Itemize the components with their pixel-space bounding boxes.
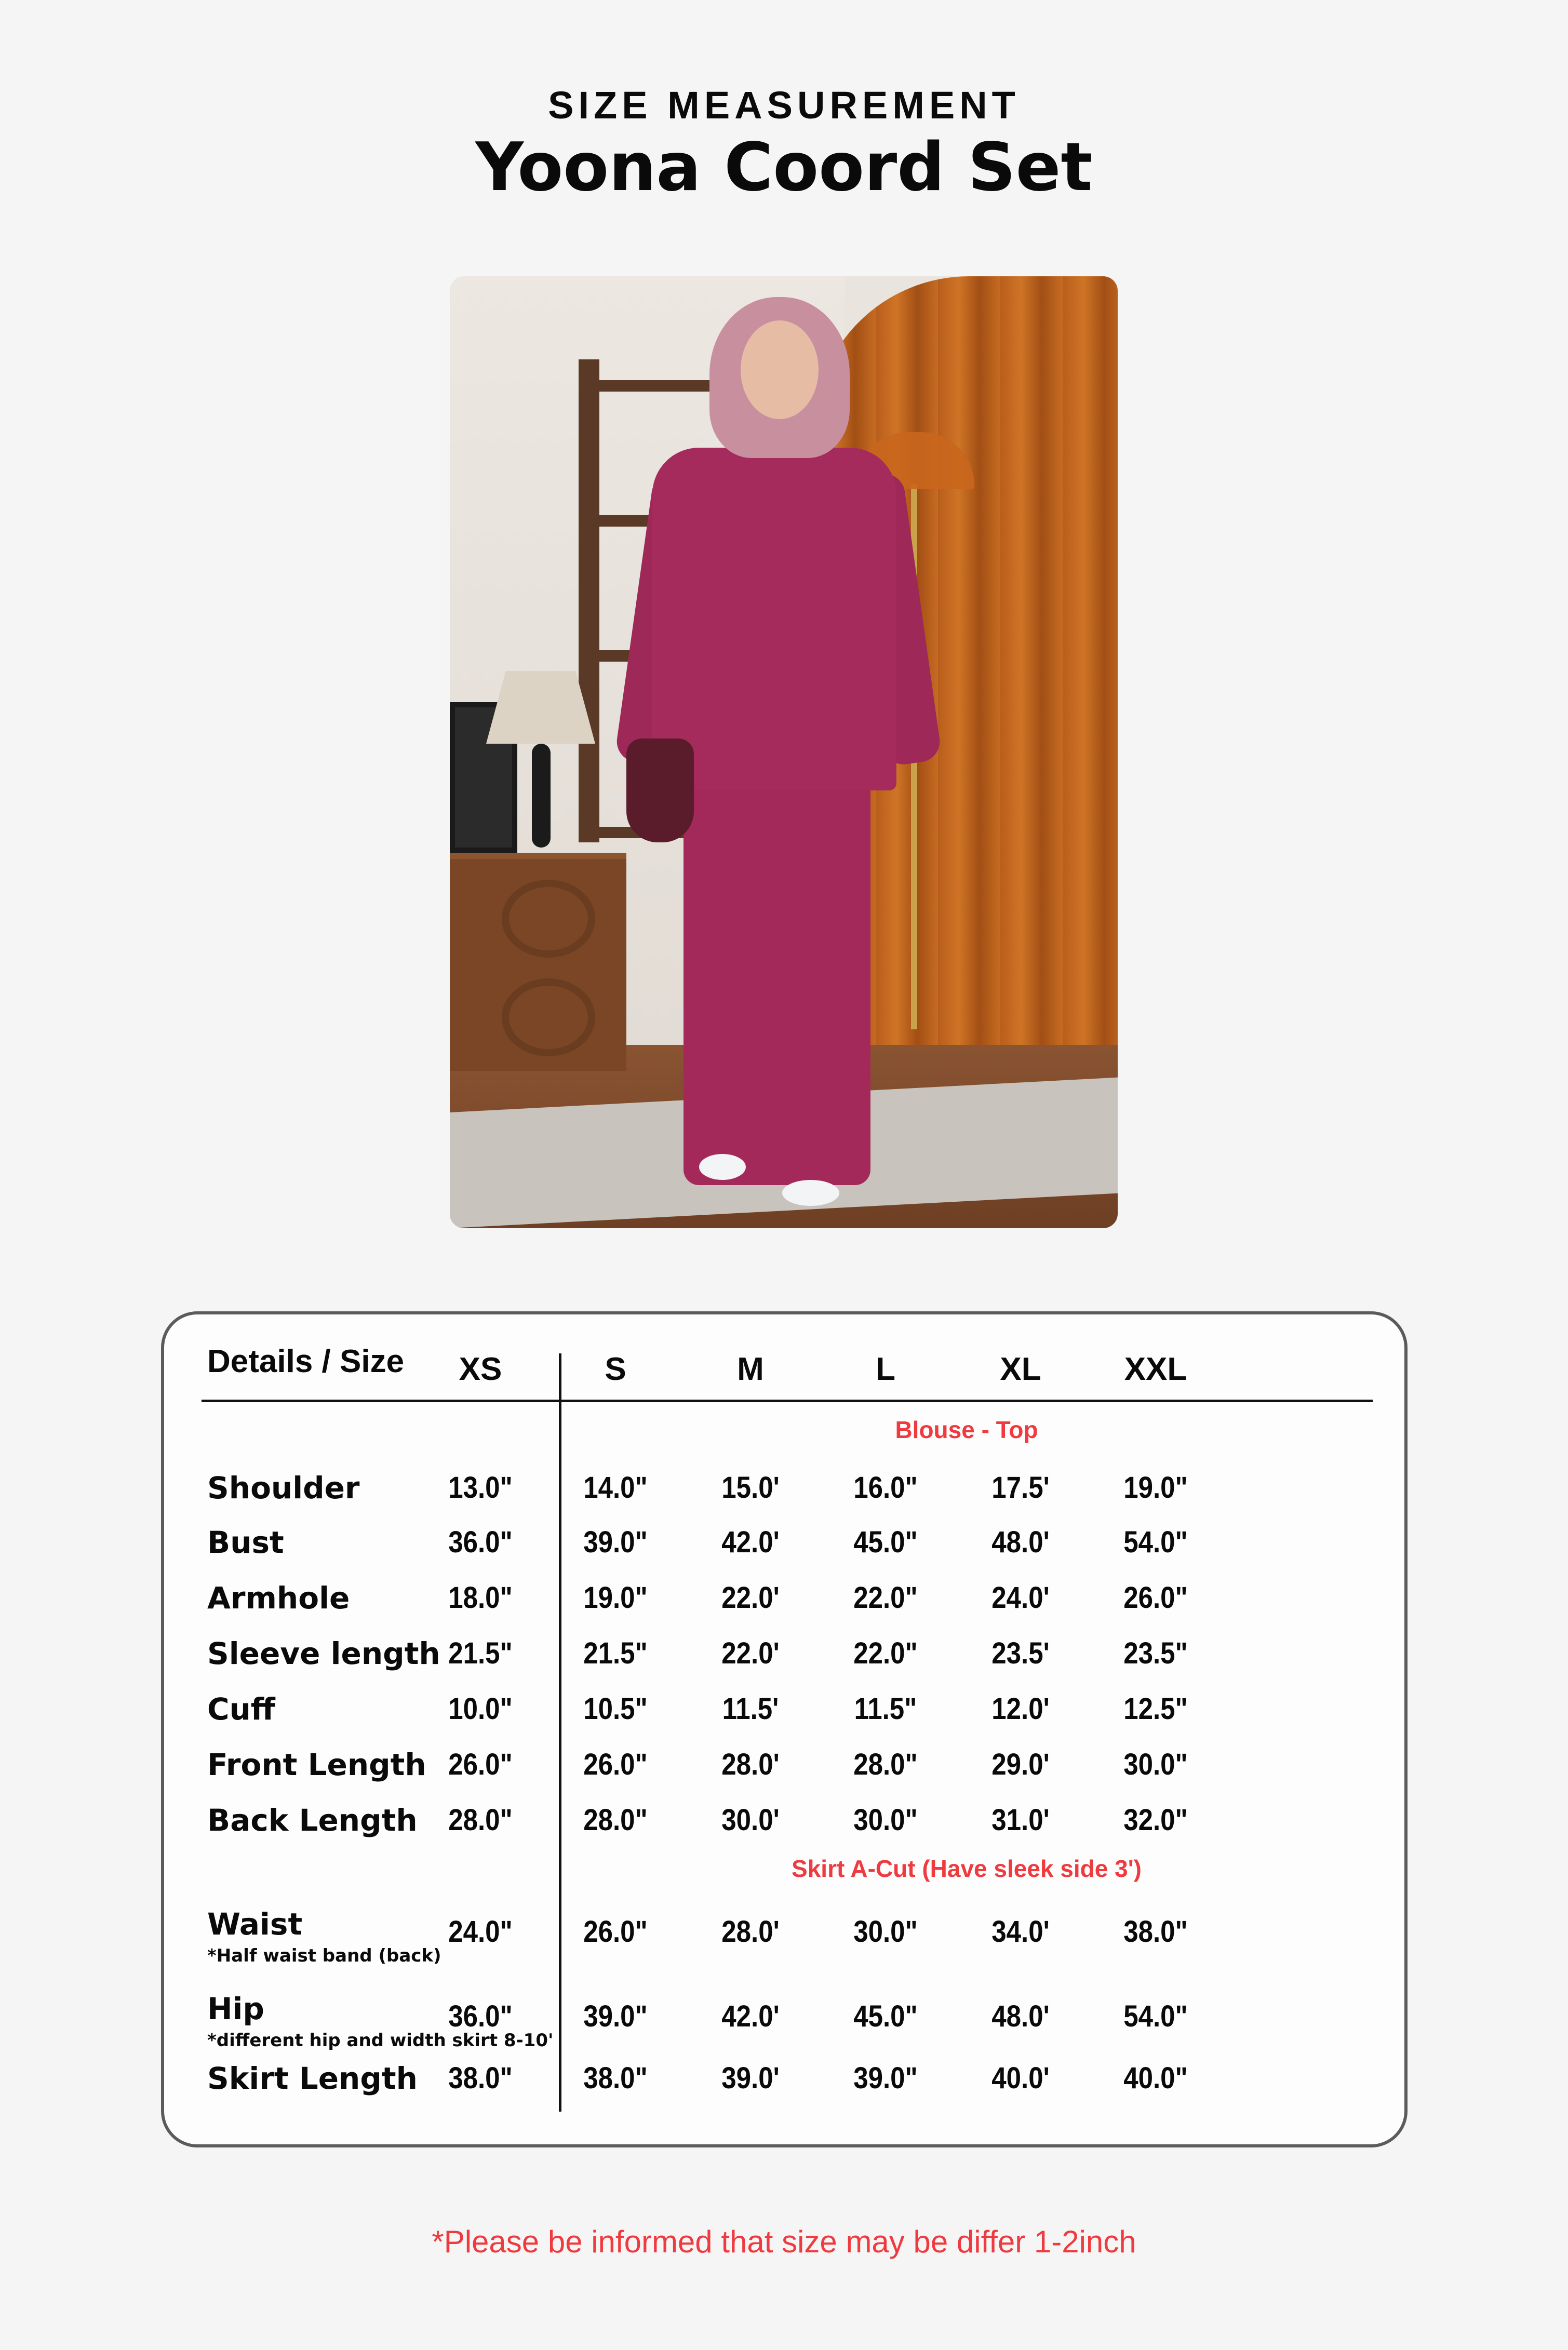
cell-shoulder-s: 14.0" [583,1471,648,1505]
cell-cuff-xxl: 12.5" [1123,1692,1188,1726]
cell-sleeve-length-m: 22.0' [721,1636,780,1670]
row-label-cuff: Cuff [207,1691,275,1727]
cell-bust-xxl: 54.0" [1123,1525,1188,1559]
cell-sleeve-length-l: 22.0" [853,1636,918,1670]
cell-armhole-l: 22.0" [853,1581,918,1615]
cell-skirt-length-xs: 38.0" [448,2061,513,2095]
cell-waist-xs: 24.0" [448,1915,513,1949]
cell-front-length-xxl: 30.0" [1123,1748,1188,1781]
cell-cuff-m: 11.5' [722,1692,779,1726]
model-blouse [652,448,896,790]
cell-sleeve-length-xl: 23.5' [991,1636,1050,1670]
row-label-hip: Hip [207,1991,264,2026]
cell-front-length-s: 26.0" [583,1748,648,1781]
model-handbag [626,738,694,842]
photo-cabinet [450,853,626,1071]
size-header-xxl: XXL [1124,1351,1187,1387]
cell-skirt-length-m: 39.0' [721,2061,780,2095]
size-disclaimer: *Please be informed that size may be differ 1-2inch [432,2224,1136,2259]
cell-hip-s: 39.0" [583,1999,648,2033]
cell-bust-l: 45.0" [853,1525,918,1559]
cell-front-length-xl: 29.0' [991,1748,1050,1781]
row-label-back-length: Back Length [207,1803,418,1838]
cell-shoulder-xxl: 19.0" [1123,1471,1188,1505]
row-label-bust: Bust [207,1525,284,1560]
row-label-front-length: Front Length [207,1747,426,1782]
cell-waist-m: 28.0' [721,1915,780,1949]
cell-cuff-s: 10.5" [583,1692,648,1726]
model-face [741,320,819,419]
cell-bust-xs: 36.0" [448,1525,513,1559]
column-divider [559,1353,561,2112]
cell-waist-xl: 34.0' [991,1915,1050,1949]
model-shoe-right [782,1180,839,1206]
cell-shoulder-l: 16.0" [853,1471,918,1505]
row-label-waist: Waist [207,1906,303,1942]
section-title: Skirt A-Cut (Have sleek side 3') [792,1855,1142,1882]
row-label-armhole: Armhole [207,1580,350,1616]
cell-armhole-m: 22.0' [721,1581,780,1615]
cell-hip-l: 45.0" [853,1999,918,2033]
row-label-sleeve-length: Sleeve length [207,1636,440,1671]
cell-back-length-xs: 28.0" [448,1803,513,1837]
model-shoe-left [699,1154,746,1180]
size-header-xl: XL [1000,1351,1041,1387]
header-divider [202,1400,1373,1402]
cell-back-length-s: 28.0" [583,1803,648,1837]
cell-bust-s: 39.0" [583,1525,648,1559]
row-note-waist: *Half waist band (back) [207,1945,441,1966]
cell-front-length-m: 28.0' [721,1748,780,1781]
cell-sleeve-length-xxl: 23.5" [1123,1636,1188,1670]
section-title: Blouse - Top [895,1416,1038,1443]
cell-hip-xs: 36.0" [448,1999,513,2033]
size-header-m: M [737,1351,764,1387]
row-label-shoulder: Shoulder [207,1470,360,1506]
cell-back-length-m: 30.0' [721,1803,780,1837]
cell-bust-xl: 48.0' [991,1525,1050,1559]
cell-hip-xxl: 54.0" [1123,1999,1188,2033]
size-header-s: S [605,1351,626,1387]
cell-cuff-xs: 10.0" [448,1692,513,1726]
cell-skirt-length-xl: 40.0' [991,2061,1050,2095]
cell-shoulder-m: 15.0' [721,1471,780,1505]
cell-bust-m: 42.0' [721,1525,780,1559]
row-note-hip: *different hip and width skirt 8-10' [207,2030,554,2051]
table-lamp-base [532,744,551,848]
cell-waist-xxl: 38.0" [1123,1915,1188,1949]
cell-hip-m: 42.0' [721,1999,780,2033]
cell-skirt-length-s: 38.0" [583,2061,648,2095]
cell-front-length-xs: 26.0" [448,1748,513,1781]
cell-hip-xl: 48.0' [991,1999,1050,2033]
cell-cuff-l: 11.5" [854,1692,917,1726]
size-header-l: L [876,1351,895,1387]
cell-back-length-xxl: 32.0" [1123,1803,1188,1837]
page-title: Yoona Coord Set [475,129,1093,206]
page-eyebrow: SIZE MEASUREMENT [548,84,1020,127]
row-label-skirt-length: Skirt Length [207,2061,418,2096]
cell-sleeve-length-xs: 21.5" [448,1636,513,1670]
cell-waist-s: 26.0" [583,1915,648,1949]
cell-armhole-xxl: 26.0" [1123,1581,1188,1615]
cell-sleeve-length-s: 21.5" [583,1636,648,1670]
cell-waist-l: 30.0" [853,1915,918,1949]
cell-skirt-length-xxl: 40.0" [1123,2061,1188,2095]
size-header-xs: XS [459,1351,502,1387]
cell-front-length-l: 28.0" [853,1748,918,1781]
corner-header: Details / Size [207,1344,405,1379]
cell-armhole-xs: 18.0" [448,1581,513,1615]
product-photo [450,276,1118,1228]
cell-back-length-l: 30.0" [853,1803,918,1837]
cell-shoulder-xs: 13.0" [448,1471,513,1505]
cell-skirt-length-l: 39.0" [853,2061,918,2095]
cell-armhole-xl: 24.0' [991,1581,1050,1615]
model-skirt [684,770,870,1185]
cell-armhole-s: 19.0" [583,1581,648,1615]
cell-shoulder-xl: 17.5' [991,1471,1050,1505]
cell-back-length-xl: 31.0' [991,1803,1050,1837]
size-chart-table [161,1311,1408,2147]
cell-cuff-xl: 12.0' [991,1692,1050,1726]
